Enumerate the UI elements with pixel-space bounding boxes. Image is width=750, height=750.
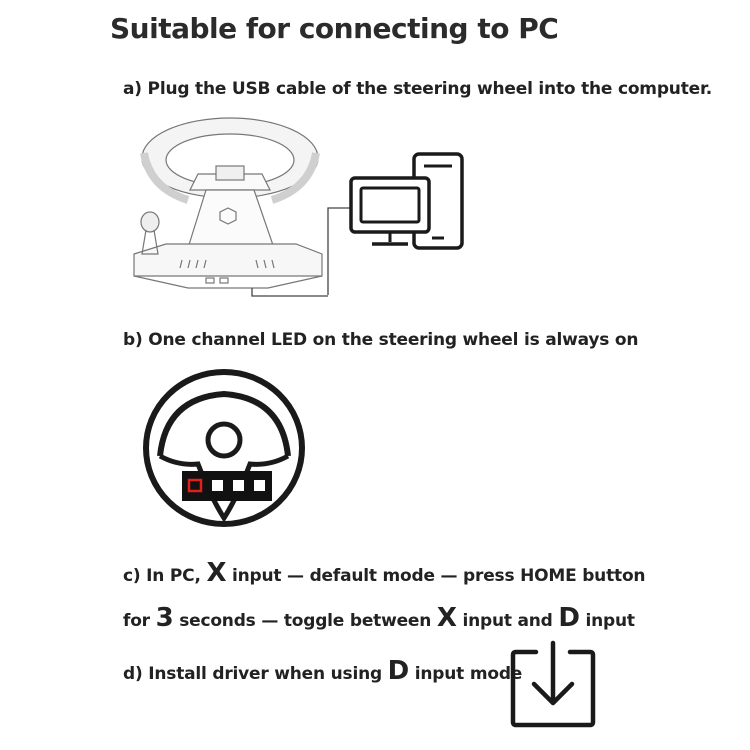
x-input-label: X (206, 558, 227, 588)
step-d-line (123, 656, 522, 686)
step-a-text: a) Plug the USB cable of the steering wheel into the computer. (123, 79, 712, 99)
steering-wheel-illustration (128, 108, 328, 298)
step-b-text: b) One channel LED on the steering wheel is always on (123, 330, 639, 350)
d-input-label: D (387, 656, 410, 686)
step-c2-text-mid: seconds — toggle between (173, 611, 437, 631)
step-c2-text-end: input (579, 611, 635, 631)
page-title: Suitable for connecting to PC (110, 12, 559, 45)
led-channel-3 (233, 480, 244, 491)
step-c-text-rest: input — default mode — press HOME button (226, 566, 646, 586)
led-channel-4 (254, 480, 265, 491)
step-c-line2 (123, 603, 635, 633)
step-c-line1 (123, 558, 645, 588)
seconds-number: 3 (155, 603, 174, 633)
steering-wheel-icon (142, 368, 307, 528)
download-icon (510, 640, 596, 728)
x-input-label: X (436, 603, 457, 633)
step-c2-text: for (123, 611, 156, 631)
led-channel-2 (212, 480, 223, 491)
step-d-text-end: input mode (409, 664, 523, 684)
step-d-text: d) Install driver when using (123, 664, 388, 684)
led-channel-1 (189, 480, 201, 491)
step-c-text: c) In PC, (123, 566, 207, 586)
d-input-label: D (558, 603, 580, 633)
step-c2-text-and: input and (456, 611, 559, 631)
pc-icon (348, 152, 466, 252)
